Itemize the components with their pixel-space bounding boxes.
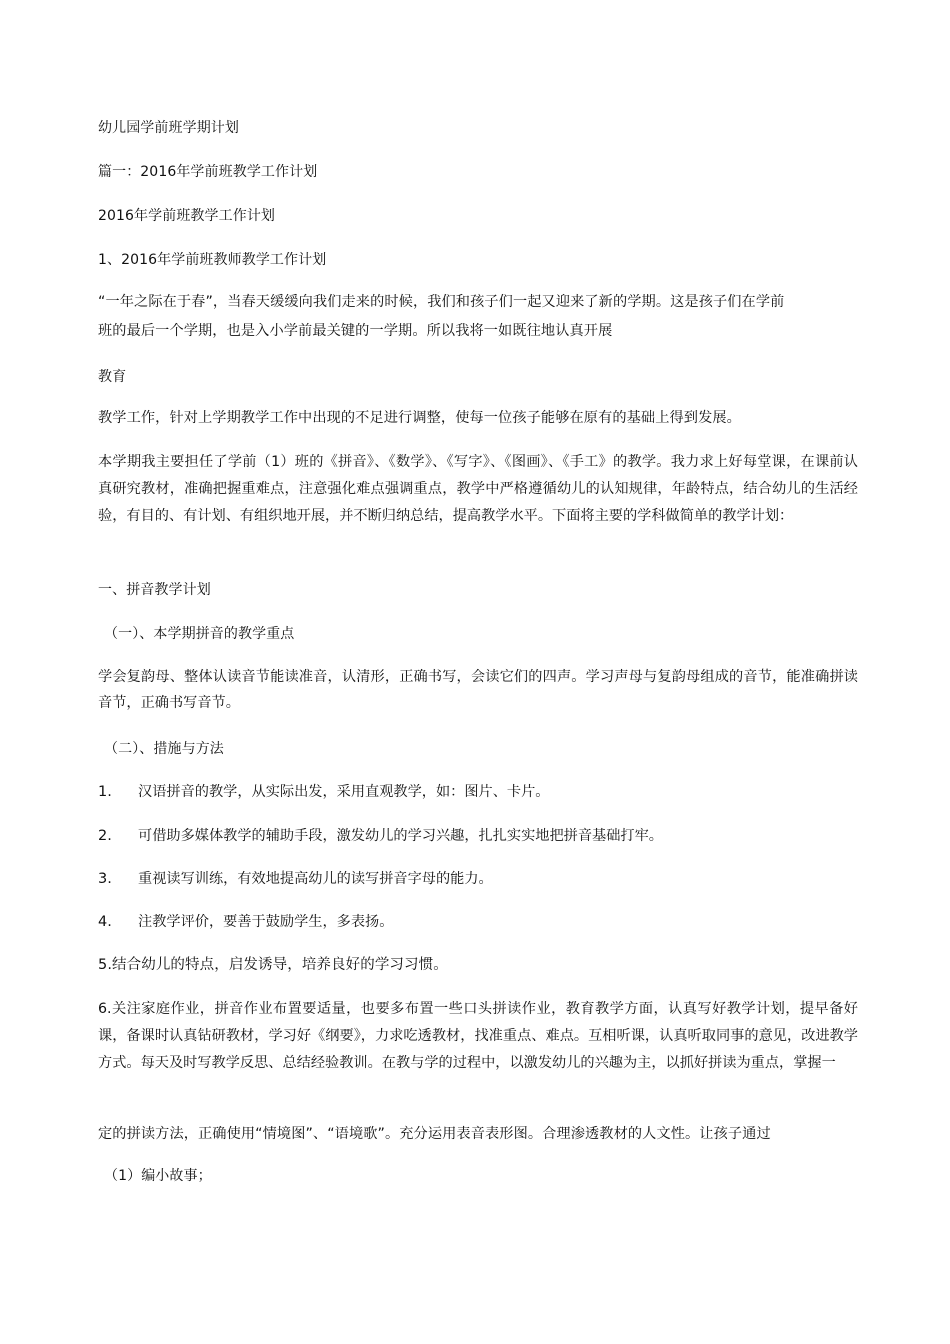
work-line: 教学工作，针对上学期教学工作中出现的不足进行调整，使每一位孩子能够在原有的基础上得到发展。	[98, 410, 741, 426]
intro-word: 教育	[98, 369, 127, 385]
method-line: 定的拼读方法，正确使用“情境图”、“语境歌”。充分运用表音表形图。合理渗透教材的人文性。让孩子通过	[98, 1126, 771, 1142]
measure-3-number: 3.	[98, 871, 112, 887]
pinyin-heading: 一、拼音教学计划	[98, 582, 211, 598]
intro-line-1: “一年之际在于春”，当春天缓缓向我们走来的时候，我们和孩子们一起又迎来了新的学期。这是孩子们在学前	[98, 294, 785, 310]
measure-2-number: 2.	[98, 828, 112, 844]
measure-1-number: 1.	[98, 784, 112, 800]
intro-line-2: 班的最后一个学期，也是入小学前最关键的一学期。所以我将一如既往地认真开展	[98, 323, 613, 339]
subjects-paragraph: 本学期我主要担任了学前（1）班的《拼音》、《数学》、《写字》、《图画》、《手工》的教学。我力求上好每堂课，在课前认真研究教材，准确把握重难点，注意强化难点强调重点，教学中严格遵循幼儿的认知规律，年龄特点，结合幼儿的生活经验，有目的、有计划、有组织地开展，并不断归纳总结，提高教学水平。下面将主要的学科做简单的教学计划：	[98, 454, 858, 524]
measure-2-text: 可借助多媒体教学的辅助手段，激发幼儿的学习兴趣，扎扎实实地把拼音基础打牢。	[138, 828, 663, 844]
homework-paragraph: 6.关注家庭作业，拼音作业布置要适量，也要多布置一些口头拼读作业，教育教学方面，认真写好教学计划，提早备好课，备课时认真钻研教材，学习好《纲要》，力求吃透教材，找准重点、难点。互相听课，认真听取同事的意见，改进教学方式。每天及时写教学反思、总结经验教训。在教与学的过程中，以激发幼儿的兴趣为主，以抓好拼读为重点，掌握一	[98, 1001, 858, 1071]
subtitle: 2016年学前班教学工作计划	[98, 208, 276, 224]
list-item-1: （1）编小故事；	[104, 1168, 212, 1184]
section-heading: 1、2016年学前班教师教学工作计划	[98, 252, 327, 268]
measure-5: 5.结合幼儿的特点，启发诱导，培养良好的学习习惯。	[98, 957, 448, 973]
measure-4-text: 注教学评价，要善于鼓励学生，多表扬。	[138, 914, 394, 930]
measure-3-text: 重视读写训练，有效地提高幼儿的读写拼音字母的能力。	[138, 871, 493, 887]
chapter-heading: 篇一：2016年学前班教学工作计划	[98, 164, 318, 180]
measures-subheading: （二）、措施与方法	[104, 741, 224, 757]
measure-4-number: 4.	[98, 914, 112, 930]
focus-paragraph: 学会复韵母、整体认读音节能读准音，认清形，正确书写，会读它们的四声。学习声母与复韵母组成的音节，能准确拼读音节，正确书写音节。	[98, 669, 858, 711]
pinyin-focus-subheading: （一）、本学期拼音的教学重点	[104, 626, 295, 642]
doc-title: 幼儿园学前班学期计划	[98, 120, 239, 136]
measure-1-text: 汉语拼音的教学，从实际出发，采用直观教学，如：图片、卡片。	[138, 784, 550, 800]
